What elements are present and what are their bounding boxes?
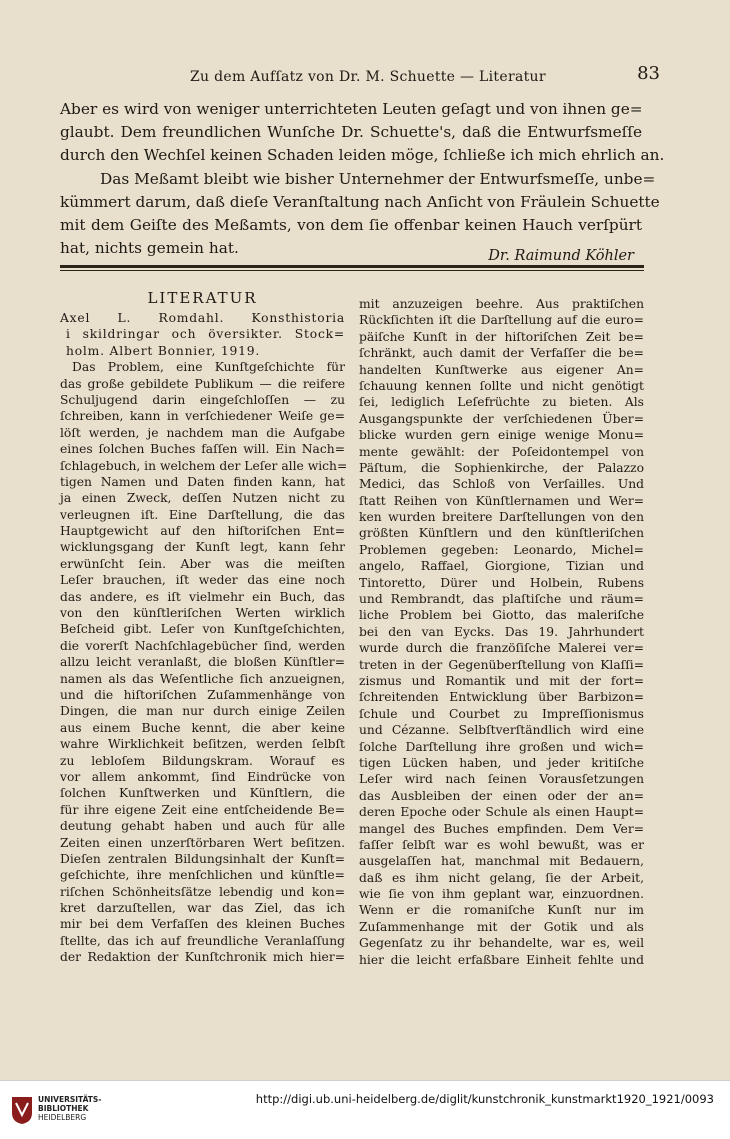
text-line: ſolche Darſtellung ihre großen und wich= [359,739,644,754]
text-line: und Rembrandt, das plaſtiſche und räum= [359,592,644,607]
text-line: erwünſcht ſein. Aber was die meiſten [60,556,345,571]
text-line: von den künſtleriſchen Werten wirklich [60,606,345,621]
text-line: Beſcheid gibt. Leſer von Kunſtgeſchichten, [60,622,345,637]
library-line: BIBLIOTHEK [38,1104,89,1113]
text-line: ſolchen Kunſtwerken und Künſtlern, die [60,786,345,801]
text-line: kümmert darum, daß dieſe Veranſtaltung nach Anſicht von Fräulein Schuette [60,192,660,211]
text-line: Das Problem, eine Kunſtgeſchichte für [72,360,345,375]
text-line: hat, nichts gemein hat. [60,239,239,258]
text-line: Zuſammenhange mit der Gotik und als [359,919,644,934]
text-line: löſt werden, je nachdem man die Aufgabe [60,425,345,440]
library-logo-icon [10,1095,34,1125]
text-line: Hauptgewicht auf den hiſtoriſchen Ent= [60,524,345,539]
text-line: mente gewählt: der Poſeidontempel von [359,444,644,459]
text-line: zismus und Romantik und mit der fort= [359,673,644,688]
text-line: Leſer brauchen, iſt weder das eine noch [60,573,345,588]
intro-text [60,98,665,265]
text-line: ſei, lediglich Leſefrüchte zu bieten. Als [359,395,644,410]
section-heading: LITERATUR [147,289,258,307]
text-line: Das Meßamt bleibt wie bisher Unternehmer der Entwurfsmeſſe, unbe= [100,169,656,188]
text-line: eines ſolchen Buches faſſen will. Ein Nach= [60,442,345,457]
text-line: Zeiten einen unzerſtörbaren Wert beſitzen. [60,835,345,850]
text-line: der Redaktion der Kunſtchronik mich hier= [60,950,345,965]
text-line: wie ſie von ihm geplant war, einzuordnen. [359,887,644,902]
text-line: glaubt. Dem freundlichen Wunſche Dr. Schuette's, daß die Entwurfsmeſſe [60,123,642,142]
text-line: Ausgangspunkte der verſchiedenen Über= [359,411,644,426]
text-line: vor allem ankommt, ſind Eindrücke von [60,769,345,784]
text-line: und Cézanne. Selbſtverſtändlich wird eine [359,723,644,738]
text-line: und die hiſtoriſchen Zuſammenhänge von [60,687,345,702]
footer-bar [0,1080,730,1139]
text-line: wahre Wirklichkeit beſitzen, werden ſelbſt [60,737,345,752]
text-line: Gegenſatz zu ihr behandelte, war es, weil [359,936,644,951]
text-line: Aber es wird von weniger unterrichteten Leuten geſagt und von ihnen ge= [60,100,643,118]
book-citation-line: i skildringar och översikter. Stock= [66,327,345,342]
text-line: ken wurden breitere Darſtellungen von den [359,510,644,525]
text-line: wurde durch die franzöſiſche Malerei ver= [359,641,644,656]
text-line: Wenn er die romaniſche Kunſt nur im [359,903,644,918]
text-line: mit dem Geiſte des Meßamts, von dem ſie offenbar keinen Hauch verſpürt [60,215,642,234]
left-column-body [60,359,348,965]
text-line: zu lebloſem Bildungskram. Worauf es [60,753,345,768]
text-line: ſchlagebuch, in welchem der Leſer alle wich= [60,458,348,473]
text-line: durch den Wechſel keinen Schaden leiden möge, ſchließe ich mich ehrlich an. [60,146,665,165]
text-line: ſtellte, das ich auf freundliche Veranlaſſung [60,933,345,948]
book-citation-line: Axel L. Romdahl. Konsthistoria [60,311,345,325]
intro-paragraph-1 [60,98,665,168]
text-line: ſchule und Courbet zu Impreſſionismus [359,706,644,721]
text-line: für ihre eigene Zeit eine entſcheidende Be= [60,802,345,817]
text-line: handelten Kunſtwerke aus eigener An= [359,362,644,377]
text-line: größten Künſtlern und den künſtleriſchen [359,526,644,541]
text-line: blicke wurden gern einige wenige Monu= [359,428,644,443]
page-number: 83 [637,63,660,84]
text-line: mit anzuzeigen beehre. Aus praktiſchen [359,297,644,311]
text-line: hier die leicht erfaßbare Einheit fehlte und [359,952,644,967]
text-line: bei den van Eycks. Das 19. Jahrhundert [359,624,644,639]
text-line: wicklungsgang der Kunſt legt, kann ſehr [60,540,345,555]
signature: Dr. Raimund Köhler [488,248,634,265]
text-line: allzu leicht veranlaßt, die bloßen Künſtler= [60,655,345,670]
text-line: ſtatt Reihen von Künſtlernamen und Wer= [359,493,644,508]
last-line-with-signature [60,237,642,265]
right-column [359,296,644,968]
text-line: Dieſen zentralen Bildungsinhalt der Kunſt= [60,851,345,866]
text-line: Medici, das Schloß von Verſailles. Und [359,477,644,492]
text-line: tigen Lücken haben, und jeder kritiſche [359,755,644,770]
text-line: riſchen Schönheitsſätze lebendig und kon= [60,884,345,899]
text-line: päiſche Kunſt in der hiſtoriſchen Zeit be= [359,329,644,344]
text-line: das andere, es iſt vielmehr ein Buch, das [60,589,345,604]
text-line: das Ausbleiben der einen oder der an= [359,788,644,803]
text-line: ſchauung kennen ſollte und nicht genötigt [359,378,644,393]
left-column [60,289,348,966]
divider-thin [60,270,644,271]
text-line: daß es ihm nicht gelang, ſie der Arbeit, [359,870,644,885]
text-line: Päſtum, die Sophienkirche, der Palazzo [359,460,644,475]
text-line: Schuljugend darin eingeſchloſſen — zu [60,392,345,407]
library-line: UNIVERSITÄTS- [38,1095,102,1104]
text-line: Leſer wird nach ſeinen Vorausſetzungen [359,772,644,787]
text-line: Problemen gegeben: Leonardo, Michel= [359,542,644,557]
text-line: Tintoretto, Dürer und Holbein, Rubens [359,575,644,590]
text-line: tigen Namen und Daten finden kann, hat [60,474,345,489]
text-line: deutung gehabt haben und auch für alle [60,819,345,834]
text-line: das große gebildete Publikum — die reifere [60,376,345,391]
text-line: geſchichte, ihre menſchlichen und künſtle= [60,868,345,883]
text-line: mir bei dem Verfaſſen des kleinen Buches [60,917,345,932]
text-line: treten in der Gegenüberſtellung von Klaſſi= [359,657,644,672]
text-line: Rückſichten iſt die Darſtellung auf die euro= [359,313,644,328]
text-line: deren Epoche oder Schule als einen Haupt= [359,805,644,820]
library-name [38,1095,101,1122]
text-line: ſchreiben, kann in verſchiedener Weiſe ge= [60,409,345,424]
text-line: aus einem Buche kennt, die aber keine [60,720,345,735]
text-line: ausgelaſſen hat, manchmal mit Bedauern, [359,854,644,869]
text-line: liche Problem bei Giotto, das maleriſche [359,608,644,623]
running-title: Zu dem Aufſatz von Dr. M. Schuette — Literatur [190,69,546,85]
text-line: die vorerſt Nachſchlagebücher ſind, werden [60,638,345,653]
right-column-body [359,296,644,968]
text-line: ſchränkt, auch damit der Verfaſſer die be= [359,346,644,361]
text-line: angelo, Raffael, Giorgione, Tizian und [359,559,644,574]
text-line: ja einen Zweck, deſſen Nutzen nicht zu [60,491,345,506]
book-citation-line: holm. Albert Bonnier, 1919. [66,343,261,358]
source-url-link[interactable]: http://digi.ub.uni-heidelberg.de/diglit/kunstchronik_kunstmarkt1920_1921/0093 [255,1092,714,1106]
text-line: ſchreitenden Entwicklung über Barbizon= [359,690,644,705]
divider-thick [60,265,644,268]
text-line: mangel des Buches empfinden. Dem Ver= [359,821,644,836]
intro-paragraph-2 [60,168,660,265]
text-line: kret darzuſtellen, war das Ziel, das ich [60,901,345,916]
library-line: HEIDELBERG [38,1113,87,1122]
text-line: namen als das Weſentliche ſich anzueignen, [60,671,345,686]
text-line: verleugnen iſt. Eine Darſtellung, die das [60,507,345,522]
text-line: faſſer ſelbſt war es wohl bewußt, was er [359,837,644,852]
text-line: Dingen, die man nur durch einige Zeilen [60,704,345,719]
